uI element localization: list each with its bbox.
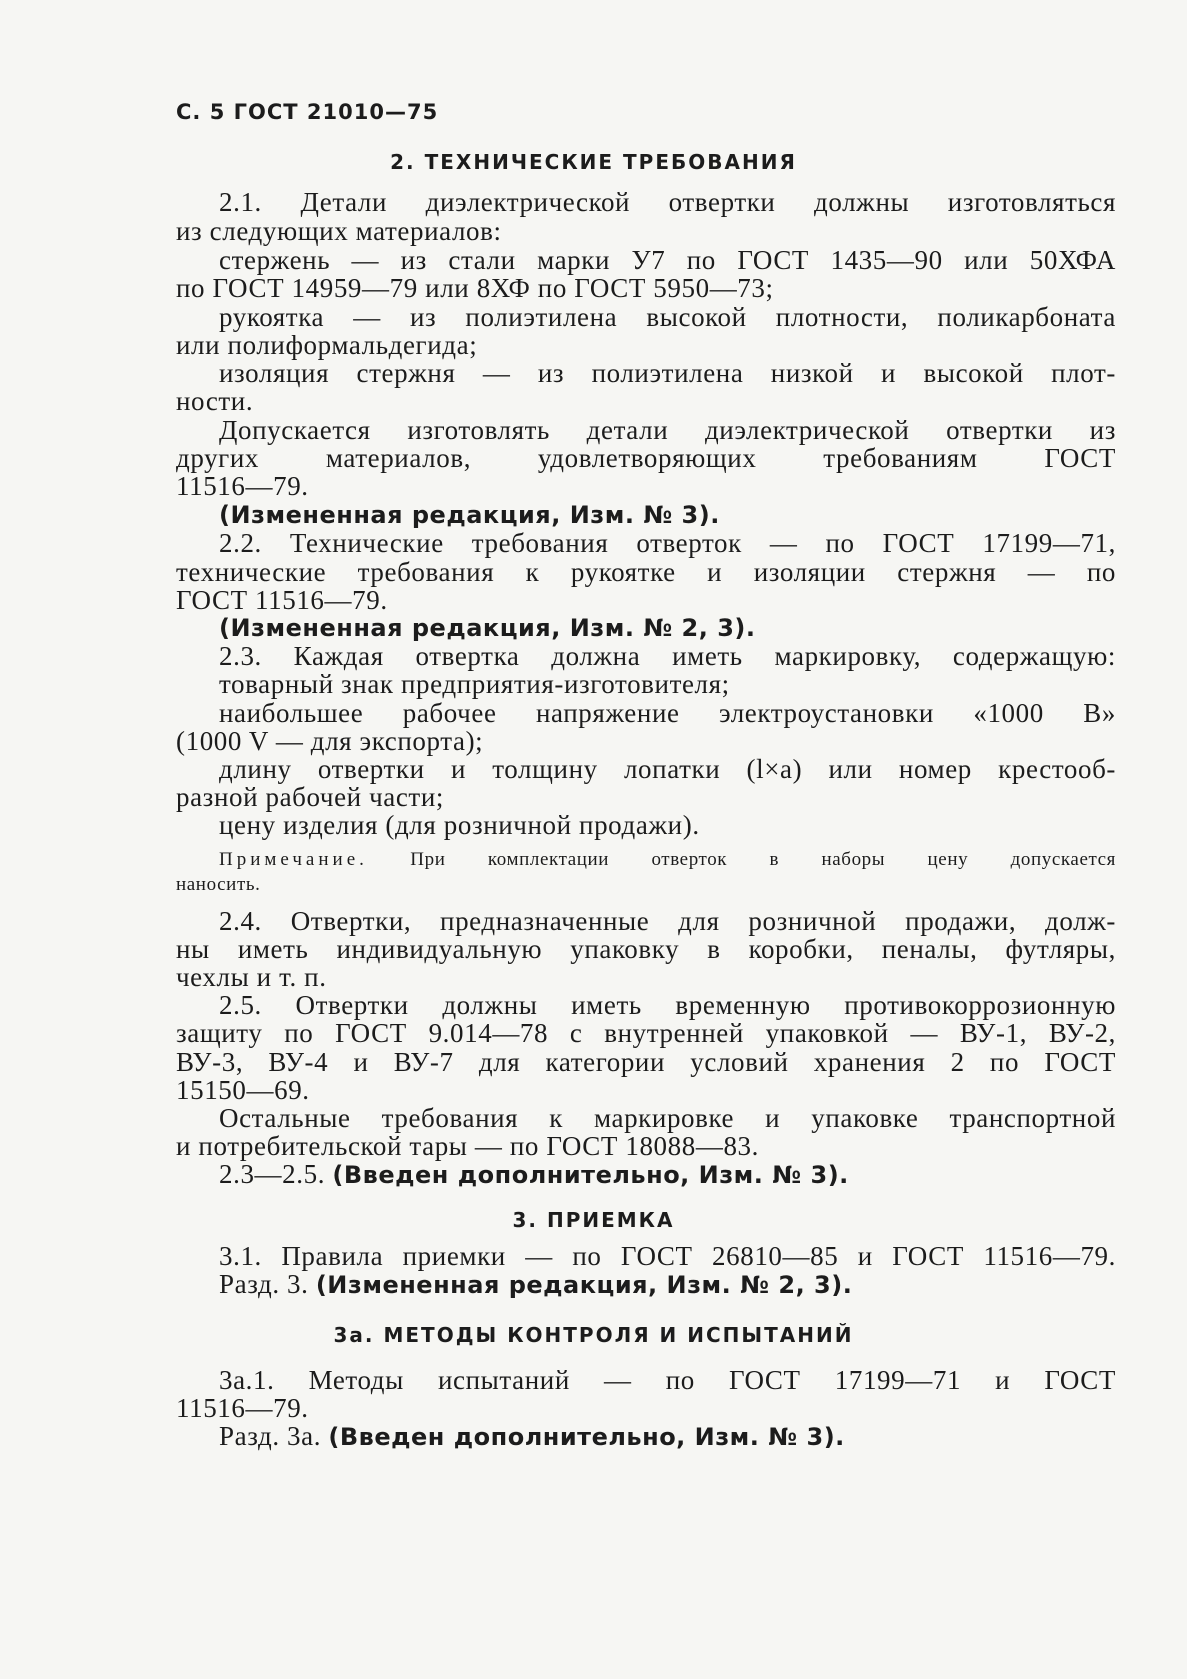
amendment-note: (Измененная редакция, Изм. № 3).: [219, 501, 720, 529]
text-line: и потребительской тары — по ГОСТ 18088—83.: [176, 1131, 760, 1161]
text-line: (1000 V — для экспорта);: [176, 726, 484, 756]
note-line: [219, 847, 1116, 873]
text-line: рукоятка — из полиэтилена высокой плотности, поликарбоната: [219, 302, 1116, 332]
text-line: из следующих материалов:: [176, 216, 502, 246]
text-line: 3а.1. Методы испытаний — по ГОСТ 17199—71 и ГОСТ: [219, 1365, 1116, 1395]
text-line: 3.1. Правила приемки — по ГОСТ 26810—85 и ГОСТ 11516—79.: [219, 1241, 1116, 1271]
amendment-ref: Разд. 3.: [219, 1269, 309, 1299]
text-line: 2.4. Отвертки, предназначенные для розничной продажи, долж-: [219, 906, 1116, 936]
text-line: 15150—69.: [176, 1075, 310, 1105]
text-line: ГОСТ 11516—79.: [176, 585, 388, 615]
text-line: 2.5. Отвертки должны иметь временную противокоррозионную: [219, 990, 1116, 1020]
text-line: защиту по ГОСТ 9.014—78 с внутренней упаковкой — ВУ-1, ВУ-2,: [176, 1018, 1116, 1048]
text-line: разной рабочей части;: [176, 782, 444, 812]
text-line: Допускается изготовлять детали диэлектрической отвертки из: [219, 415, 1116, 445]
section-2-title: 2. ТЕХНИЧЕСКИЕ ТРЕБОВАНИЯ: [390, 150, 797, 174]
text-line: по ГОСТ 14959—79 или 8ХФ по ГОСТ 5950—73;: [176, 273, 774, 303]
text-line: ны иметь индивидуальную упаковку в коробки, пеналы, футляры,: [176, 934, 1116, 964]
amendment-line: [219, 1158, 1116, 1190]
note-text: При комплектации отверток в наборы цену допускается: [410, 849, 1116, 870]
amendment-ref: 2.3—2.5.: [219, 1159, 326, 1189]
text-line: 11516—79.: [176, 471, 309, 501]
note-label: Примечание.: [219, 849, 368, 870]
text-line: чехлы и т. п.: [176, 962, 327, 992]
section-3-title: 3. ПРИЕМКА: [512, 1208, 675, 1232]
text-line: стержень — из стали марки У7 по ГОСТ 1435—90 или 50ХФА: [219, 245, 1116, 275]
section-3a-title: 3а. МЕТОДЫ КОНТРОЛЯ И ИСПЫТАНИЙ: [333, 1323, 854, 1347]
text-line: изоляция стержня — из полиэтилена низкой и высокой плот-: [219, 358, 1116, 388]
text-line: длину отвертки и толщину лопатки (l×a) или номер крестооб-: [219, 754, 1116, 784]
text-line: ВУ-3, ВУ-4 и ВУ-7 для категории условий хранения 2 по ГОСТ: [176, 1047, 1116, 1077]
amendment-note: (Измененная редакция, Изм. № 2, 3).: [315, 1271, 853, 1299]
amendment-note: (Измененная редакция, Изм. № 2, 3).: [219, 614, 756, 642]
text-line: товарный знак предприятия-изготовителя;: [219, 669, 730, 699]
text-line: других материалов, удовлетворяющих требованиям ГОСТ: [176, 443, 1116, 473]
text-line: 11516—79.: [176, 1393, 309, 1423]
text-line: Остальные требования к маркировке и упаковке транспортной: [219, 1103, 1116, 1133]
text-line: 2.2. Технические требования отверток — по ГОСТ 17199—71,: [219, 528, 1116, 558]
note-line: наносить.: [176, 874, 261, 895]
amendment-ref: Разд. 3а.: [219, 1421, 322, 1451]
amendment-note: (Введен дополнительно, Изм. № 3).: [332, 1161, 849, 1189]
amendment-line: [219, 1268, 1116, 1300]
text-line: или полиформальдегида;: [176, 330, 478, 360]
text-line: цену изделия (для розничной продажи).: [219, 810, 700, 840]
text-line: наибольшее рабочее напряжение электроустановки «1000 В»: [219, 698, 1116, 728]
text-line: 2.3. Каждая отвертка должна иметь маркировку, содержащую:: [219, 641, 1116, 671]
amendment-note: (Введен дополнительно, Изм. № 3).: [328, 1423, 845, 1451]
text-line: технические требования к рукоятке и изоляции стержня — по: [176, 557, 1116, 587]
text-line: 2.1. Детали диэлектрической отвертки должны изготовляться: [219, 187, 1116, 217]
text-line: ности.: [176, 386, 254, 416]
amendment-line: [219, 1420, 1116, 1452]
page-header: С. 5 ГОСТ 21010—75: [176, 100, 439, 124]
